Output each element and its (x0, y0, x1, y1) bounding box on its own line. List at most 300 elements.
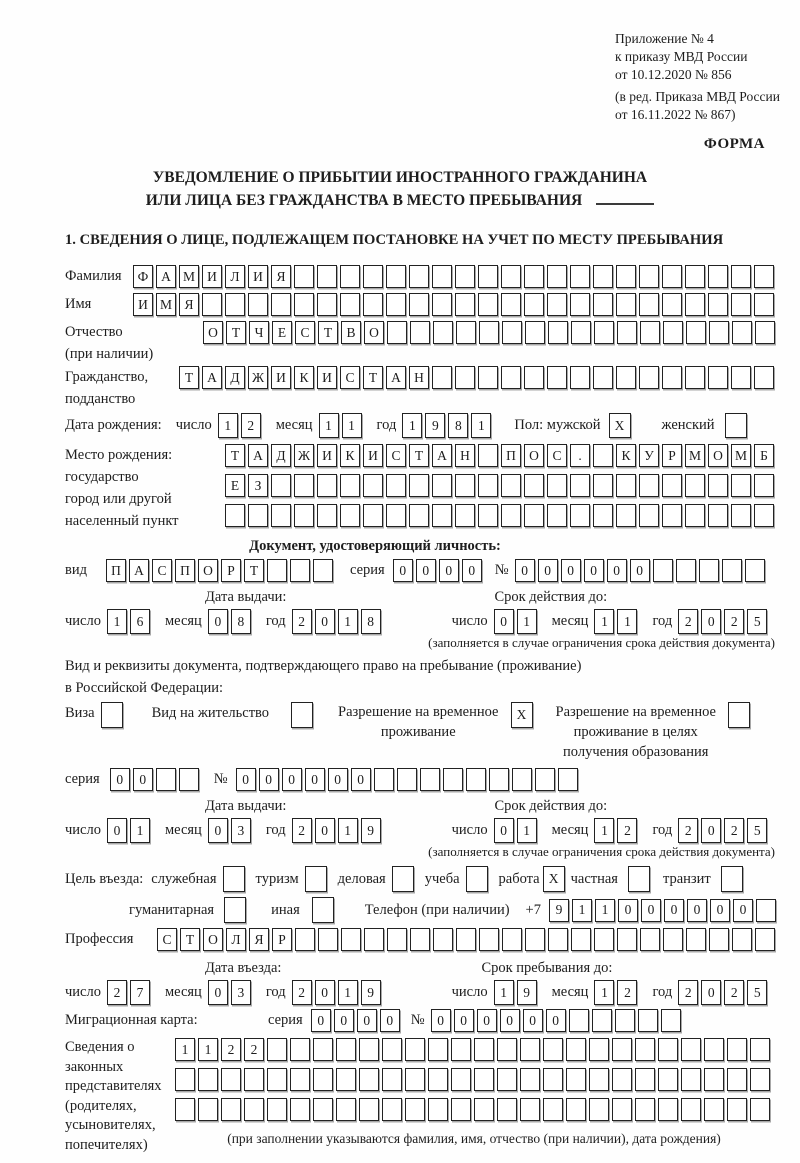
char-cell[interactable] (681, 1068, 701, 1091)
char-cell[interactable] (267, 559, 287, 582)
char-cell[interactable]: 2 (617, 818, 637, 843)
char-cell[interactable] (658, 1068, 678, 1091)
char-cell[interactable]: 1 (130, 818, 150, 843)
char-cell[interactable]: 2 (678, 818, 698, 843)
char-cell[interactable]: Я (249, 928, 269, 951)
char-cell[interactable]: 2 (724, 980, 744, 1005)
char-cell[interactable] (704, 1038, 724, 1061)
char-cell[interactable] (570, 265, 590, 288)
char-cell[interactable] (639, 293, 659, 316)
char-cell[interactable]: 1 (338, 609, 358, 634)
char-cell[interactable] (676, 559, 696, 582)
char-cell[interactable]: 0 (305, 768, 325, 791)
char-cell[interactable] (731, 366, 751, 389)
char-cell[interactable]: 2 (221, 1038, 241, 1061)
char-cell[interactable]: 1 (594, 609, 614, 634)
char-cell[interactable]: 8 (361, 609, 381, 634)
char-cell[interactable] (520, 1098, 540, 1121)
char-cell[interactable]: С (295, 321, 315, 344)
birth-place-input-row3[interactable] (225, 504, 777, 527)
char-cell[interactable] (635, 1038, 655, 1061)
char-cell[interactable] (223, 866, 245, 892)
char-cell[interactable]: 1 (402, 413, 422, 438)
char-cell[interactable] (662, 504, 682, 527)
char-cell[interactable] (392, 866, 414, 892)
char-cell[interactable]: 0 (462, 559, 482, 582)
char-cell[interactable] (639, 366, 659, 389)
char-cell[interactable] (593, 444, 613, 467)
doc-issue-year-input[interactable] (292, 609, 384, 634)
char-cell[interactable]: 2 (292, 980, 312, 1005)
char-cell[interactable] (294, 293, 314, 316)
char-cell[interactable] (409, 474, 429, 497)
char-cell[interactable] (662, 293, 682, 316)
char-cell[interactable]: 0 (357, 1009, 377, 1032)
char-cell[interactable] (524, 293, 544, 316)
char-cell[interactable] (754, 504, 774, 527)
char-cell[interactable]: 0 (416, 559, 436, 582)
char-cell[interactable] (639, 474, 659, 497)
char-cell[interactable] (524, 366, 544, 389)
char-cell[interactable]: Т (225, 444, 245, 467)
char-cell[interactable]: Т (180, 928, 200, 951)
char-cell[interactable] (640, 321, 660, 344)
char-cell[interactable]: 0 (494, 818, 514, 843)
char-cell[interactable] (382, 1038, 402, 1061)
char-cell[interactable] (501, 504, 521, 527)
char-cell[interactable] (340, 293, 360, 316)
char-cell[interactable] (101, 702, 123, 728)
char-cell[interactable] (502, 321, 522, 344)
char-cell[interactable]: 1 (595, 899, 615, 922)
char-cell[interactable]: 0 (630, 559, 650, 582)
char-cell[interactable]: З (248, 474, 268, 497)
char-cell[interactable] (635, 1098, 655, 1121)
char-cell[interactable] (432, 366, 452, 389)
char-cell[interactable] (754, 474, 774, 497)
char-cell[interactable]: 0 (311, 1009, 331, 1032)
char-cell[interactable] (731, 265, 751, 288)
char-cell[interactable] (709, 928, 729, 951)
residence-permit-checkbox[interactable] (291, 702, 316, 728)
char-cell[interactable] (433, 321, 453, 344)
char-cell[interactable] (704, 1098, 724, 1121)
char-cell[interactable] (428, 1038, 448, 1061)
char-cell[interactable] (387, 928, 407, 951)
char-cell[interactable] (397, 768, 417, 791)
char-cell[interactable] (525, 321, 545, 344)
char-cell[interactable] (755, 928, 775, 951)
char-cell[interactable] (175, 1068, 195, 1091)
char-cell[interactable]: X (543, 866, 565, 892)
char-cell[interactable]: 2 (107, 980, 127, 1005)
doc-kind-input[interactable] (106, 559, 336, 582)
char-cell[interactable]: И (271, 366, 291, 389)
doc-series-input[interactable] (393, 559, 485, 582)
char-cell[interactable]: И (202, 265, 222, 288)
char-cell[interactable] (466, 768, 486, 791)
char-cell[interactable]: Д (225, 366, 245, 389)
char-cell[interactable]: 0 (701, 818, 721, 843)
char-cell[interactable] (727, 1068, 747, 1091)
char-cell[interactable]: П (175, 559, 195, 582)
char-cell[interactable]: 2 (724, 609, 744, 634)
char-cell[interactable]: 0 (664, 899, 684, 922)
char-cell[interactable] (731, 474, 751, 497)
char-cell[interactable] (612, 1038, 632, 1061)
char-cell[interactable]: 5 (747, 980, 767, 1005)
char-cell[interactable] (589, 1068, 609, 1091)
char-cell[interactable]: 1 (338, 818, 358, 843)
char-cell[interactable]: 0 (315, 980, 335, 1005)
char-cell[interactable]: М (179, 265, 199, 288)
char-cell[interactable] (497, 1098, 517, 1121)
char-cell[interactable] (313, 559, 333, 582)
char-cell[interactable]: П (106, 559, 126, 582)
char-cell[interactable]: 1 (594, 980, 614, 1005)
char-cell[interactable]: 0 (454, 1009, 474, 1032)
char-cell[interactable] (570, 366, 590, 389)
doc-valid-day-input[interactable] (494, 609, 540, 634)
char-cell[interactable]: Е (272, 321, 292, 344)
char-cell[interactable] (547, 504, 567, 527)
char-cell[interactable] (525, 928, 545, 951)
char-cell[interactable]: С (547, 444, 567, 467)
char-cell[interactable] (405, 1038, 425, 1061)
char-cell[interactable] (290, 1098, 310, 1121)
permit-number-input[interactable] (236, 768, 581, 791)
entry-month-input[interactable] (208, 980, 254, 1005)
char-cell[interactable] (570, 474, 590, 497)
char-cell[interactable]: И (363, 444, 383, 467)
char-cell[interactable]: 0 (733, 899, 753, 922)
gender-male-checkbox[interactable] (609, 413, 634, 438)
char-cell[interactable]: 0 (328, 768, 348, 791)
char-cell[interactable] (455, 293, 475, 316)
char-cell[interactable]: 5 (747, 609, 767, 634)
doc-issue-month-input[interactable] (208, 609, 254, 634)
char-cell[interactable]: Е (225, 474, 245, 497)
char-cell[interactable] (317, 474, 337, 497)
purpose-sluzhebnaya-checkbox[interactable] (223, 866, 248, 892)
char-cell[interactable]: 0 (515, 559, 535, 582)
char-cell[interactable] (451, 1038, 471, 1061)
char-cell[interactable]: 0 (641, 899, 661, 922)
char-cell[interactable]: 0 (393, 559, 413, 582)
char-cell[interactable] (750, 1068, 770, 1091)
char-cell[interactable] (410, 321, 430, 344)
char-cell[interactable] (658, 1098, 678, 1121)
char-cell[interactable]: И (133, 293, 153, 316)
char-cell[interactable] (681, 1038, 701, 1061)
char-cell[interactable]: 0 (494, 609, 514, 634)
char-cell[interactable] (653, 559, 673, 582)
birth-place-input-row2[interactable] (225, 474, 777, 497)
char-cell[interactable] (547, 265, 567, 288)
char-cell[interactable] (478, 474, 498, 497)
char-cell[interactable] (548, 928, 568, 951)
char-cell[interactable] (685, 504, 705, 527)
char-cell[interactable] (359, 1068, 379, 1091)
char-cell[interactable]: Л (225, 265, 245, 288)
char-cell[interactable]: 0 (208, 818, 228, 843)
char-cell[interactable] (267, 1098, 287, 1121)
permit-issue-year-input[interactable] (292, 818, 384, 843)
char-cell[interactable]: 0 (618, 899, 638, 922)
char-cell[interactable] (612, 1098, 632, 1121)
char-cell[interactable] (198, 1098, 218, 1121)
char-cell[interactable]: К (294, 366, 314, 389)
char-cell[interactable] (340, 265, 360, 288)
char-cell[interactable] (571, 321, 591, 344)
char-cell[interactable]: М (685, 444, 705, 467)
char-cell[interactable]: 0 (315, 818, 335, 843)
char-cell[interactable]: 0 (584, 559, 604, 582)
char-cell[interactable] (570, 293, 590, 316)
char-cell[interactable] (455, 265, 475, 288)
char-cell[interactable] (410, 928, 430, 951)
char-cell[interactable] (443, 768, 463, 791)
char-cell[interactable] (589, 1038, 609, 1061)
char-cell[interactable] (663, 321, 683, 344)
char-cell[interactable] (341, 928, 361, 951)
char-cell[interactable] (336, 1038, 356, 1061)
char-cell[interactable]: Т (318, 321, 338, 344)
char-cell[interactable] (685, 366, 705, 389)
char-cell[interactable] (312, 897, 334, 923)
char-cell[interactable]: 2 (678, 980, 698, 1005)
char-cell[interactable] (722, 559, 742, 582)
char-cell[interactable]: Я (179, 293, 199, 316)
representatives-input-row3[interactable] (175, 1098, 773, 1121)
char-cell[interactable]: 1 (319, 413, 339, 438)
char-cell[interactable] (662, 265, 682, 288)
char-cell[interactable] (386, 474, 406, 497)
char-cell[interactable] (685, 265, 705, 288)
char-cell[interactable]: Л (226, 928, 246, 951)
char-cell[interactable] (359, 1038, 379, 1061)
char-cell[interactable]: 0 (110, 768, 130, 791)
char-cell[interactable]: 1 (471, 413, 491, 438)
char-cell[interactable]: Д (271, 444, 291, 467)
char-cell[interactable]: Н (455, 444, 475, 467)
char-cell[interactable]: X (511, 702, 533, 728)
char-cell[interactable] (543, 1098, 563, 1121)
char-cell[interactable]: С (152, 559, 172, 582)
char-cell[interactable] (524, 474, 544, 497)
char-cell[interactable]: 0 (315, 609, 335, 634)
char-cell[interactable]: И (248, 265, 268, 288)
char-cell[interactable]: О (198, 559, 218, 582)
char-cell[interactable]: 0 (607, 559, 627, 582)
char-cell[interactable]: 0 (282, 768, 302, 791)
char-cell[interactable] (754, 293, 774, 316)
char-cell[interactable]: . (570, 444, 590, 467)
char-cell[interactable] (290, 1038, 310, 1061)
char-cell[interactable]: Т (226, 321, 246, 344)
char-cell[interactable]: М (156, 293, 176, 316)
char-cell[interactable]: 1 (218, 413, 238, 438)
char-cell[interactable] (387, 321, 407, 344)
char-cell[interactable] (313, 1038, 333, 1061)
char-cell[interactable] (754, 366, 774, 389)
char-cell[interactable] (750, 1098, 770, 1121)
char-cell[interactable] (479, 928, 499, 951)
char-cell[interactable] (547, 293, 567, 316)
char-cell[interactable]: 5 (747, 818, 767, 843)
char-cell[interactable] (317, 265, 337, 288)
purpose-ucheba-checkbox[interactable] (466, 866, 491, 892)
char-cell[interactable] (386, 293, 406, 316)
permit-valid-month-input[interactable] (594, 818, 640, 843)
char-cell[interactable] (547, 474, 567, 497)
birth-year-input[interactable] (402, 413, 494, 438)
char-cell[interactable] (616, 504, 636, 527)
char-cell[interactable]: Т (409, 444, 429, 467)
char-cell[interactable] (547, 366, 567, 389)
char-cell[interactable] (663, 928, 683, 951)
char-cell[interactable]: 0 (500, 1009, 520, 1032)
char-cell[interactable] (708, 265, 728, 288)
char-cell[interactable]: 3 (231, 980, 251, 1005)
char-cell[interactable] (708, 293, 728, 316)
char-cell[interactable] (612, 1068, 632, 1091)
char-cell[interactable]: О (708, 444, 728, 467)
char-cell[interactable]: 0 (538, 559, 558, 582)
char-cell[interactable] (479, 321, 499, 344)
char-cell[interactable]: 0 (561, 559, 581, 582)
char-cell[interactable] (731, 504, 751, 527)
char-cell[interactable] (589, 1098, 609, 1121)
char-cell[interactable]: 2 (244, 1038, 264, 1061)
char-cell[interactable]: 2 (724, 818, 744, 843)
char-cell[interactable] (708, 366, 728, 389)
char-cell[interactable]: Ж (248, 366, 268, 389)
char-cell[interactable] (290, 559, 310, 582)
purpose-inaya-checkbox[interactable] (312, 897, 337, 923)
char-cell[interactable]: А (129, 559, 149, 582)
char-cell[interactable]: А (248, 444, 268, 467)
char-cell[interactable] (456, 321, 476, 344)
char-cell[interactable] (566, 1038, 586, 1061)
char-cell[interactable]: И (317, 444, 337, 467)
char-cell[interactable] (363, 504, 383, 527)
char-cell[interactable] (569, 1009, 589, 1032)
char-cell[interactable] (699, 559, 719, 582)
char-cell[interactable] (732, 321, 752, 344)
char-cell[interactable]: Р (272, 928, 292, 951)
char-cell[interactable] (732, 928, 752, 951)
char-cell[interactable]: 0 (439, 559, 459, 582)
patronymic-input[interactable] (203, 321, 778, 344)
char-cell[interactable] (616, 474, 636, 497)
char-cell[interactable] (198, 1068, 218, 1091)
char-cell[interactable] (754, 265, 774, 288)
visa-checkbox[interactable] (101, 702, 126, 728)
char-cell[interactable] (313, 1068, 333, 1091)
char-cell[interactable]: 1 (517, 609, 537, 634)
char-cell[interactable] (294, 474, 314, 497)
char-cell[interactable] (640, 928, 660, 951)
char-cell[interactable]: Ч (249, 321, 269, 344)
char-cell[interactable] (756, 899, 776, 922)
stay-month-input[interactable] (594, 980, 640, 1005)
char-cell[interactable]: 9 (361, 980, 381, 1005)
char-cell[interactable] (524, 504, 544, 527)
char-cell[interactable] (727, 1098, 747, 1121)
doc-number-input[interactable] (515, 559, 768, 582)
char-cell[interactable] (248, 293, 268, 316)
char-cell[interactable]: Р (662, 444, 682, 467)
char-cell[interactable] (535, 768, 555, 791)
char-cell[interactable]: Н (409, 366, 429, 389)
char-cell[interactable] (524, 265, 544, 288)
char-cell[interactable] (721, 866, 743, 892)
doc-issue-day-input[interactable] (107, 609, 153, 634)
char-cell[interactable] (336, 1098, 356, 1121)
mc-number-input[interactable] (431, 1009, 684, 1032)
char-cell[interactable]: 0 (208, 980, 228, 1005)
representatives-input-row2[interactable] (175, 1068, 773, 1091)
char-cell[interactable]: 1 (494, 980, 514, 1005)
char-cell[interactable] (497, 1068, 517, 1091)
char-cell[interactable]: 1 (107, 609, 127, 634)
char-cell[interactable] (661, 1009, 681, 1032)
char-cell[interactable] (474, 1038, 494, 1061)
char-cell[interactable] (685, 474, 705, 497)
surname-input[interactable] (133, 265, 777, 288)
char-cell[interactable] (502, 928, 522, 951)
char-cell[interactable] (290, 1068, 310, 1091)
char-cell[interactable] (566, 1068, 586, 1091)
char-cell[interactable]: 8 (448, 413, 468, 438)
char-cell[interactable] (725, 413, 747, 438)
char-cell[interactable]: X (609, 413, 631, 438)
char-cell[interactable] (318, 928, 338, 951)
birth-day-input[interactable] (218, 413, 264, 438)
char-cell[interactable] (433, 928, 453, 951)
char-cell[interactable]: 7 (130, 980, 150, 1005)
char-cell[interactable] (501, 265, 521, 288)
char-cell[interactable]: 0 (208, 609, 228, 634)
char-cell[interactable] (478, 293, 498, 316)
char-cell[interactable] (455, 474, 475, 497)
char-cell[interactable]: С (386, 444, 406, 467)
char-cell[interactable]: 2 (241, 413, 261, 438)
char-cell[interactable] (428, 1068, 448, 1091)
char-cell[interactable] (451, 1068, 471, 1091)
char-cell[interactable] (248, 504, 268, 527)
char-cell[interactable]: 2 (292, 818, 312, 843)
char-cell[interactable]: 2 (292, 609, 312, 634)
char-cell[interactable] (267, 1068, 287, 1091)
char-cell[interactable] (428, 1098, 448, 1121)
char-cell[interactable] (639, 265, 659, 288)
char-cell[interactable] (409, 504, 429, 527)
char-cell[interactable]: 9 (425, 413, 445, 438)
char-cell[interactable]: 1 (517, 818, 537, 843)
char-cell[interactable] (709, 321, 729, 344)
doc-valid-month-input[interactable] (594, 609, 640, 634)
profession-input[interactable] (157, 928, 778, 951)
char-cell[interactable]: 9 (361, 818, 381, 843)
char-cell[interactable] (409, 265, 429, 288)
char-cell[interactable] (593, 293, 613, 316)
char-cell[interactable]: 1 (617, 609, 637, 634)
char-cell[interactable] (616, 293, 636, 316)
char-cell[interactable] (478, 504, 498, 527)
char-cell[interactable]: 0 (236, 768, 256, 791)
